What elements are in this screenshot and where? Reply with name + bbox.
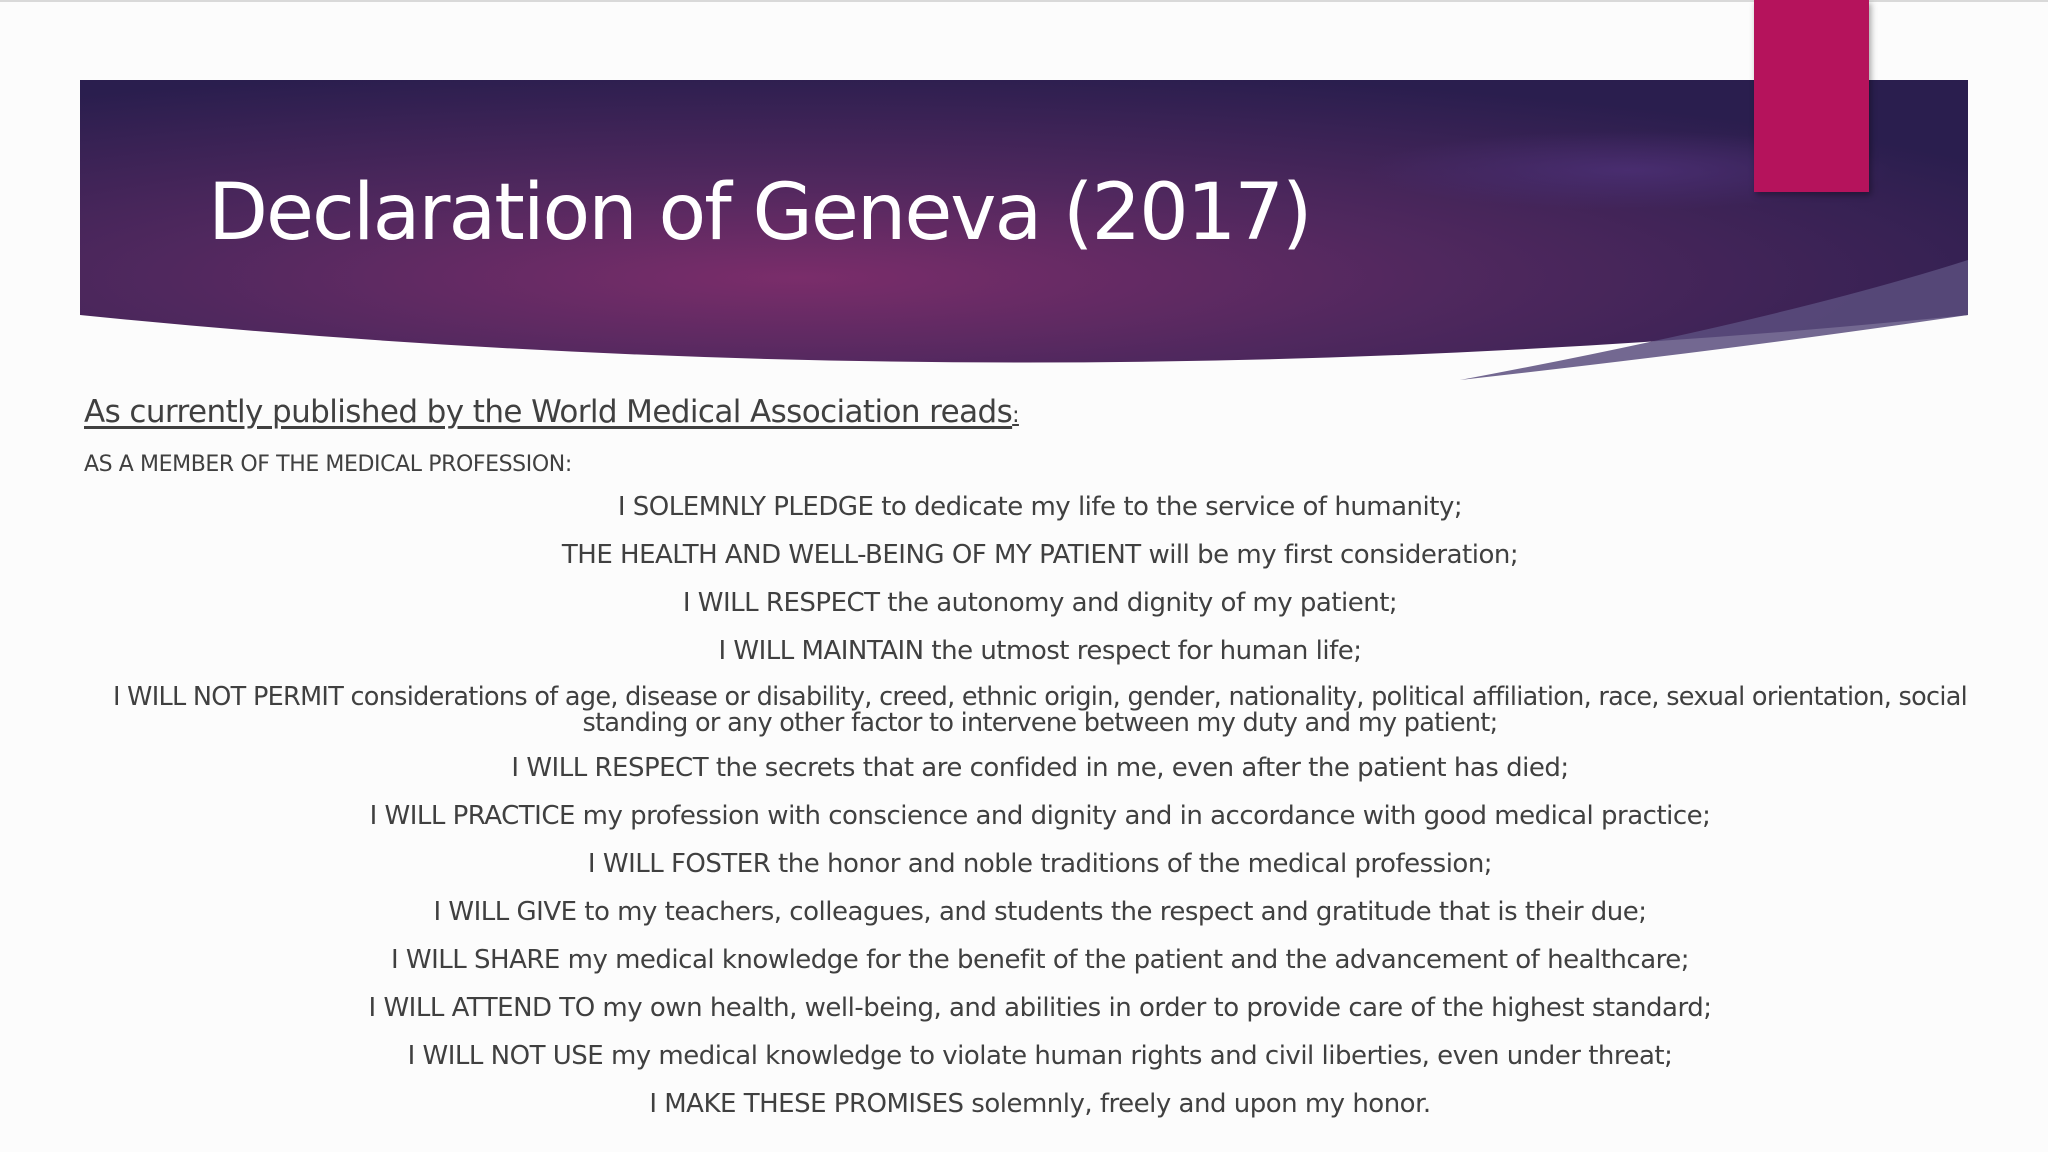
pledge-item: I WILL NOT PERMIT considerations of age, disease or disability, creed, ethnic origin, gender, nationality, political affiliation, race, sexual orientation, social standing or any other factor to intervene between my duty and my patient; <box>112 682 1968 738</box>
subtitle-text: As currently published by the World Medical Association reads <box>84 394 1013 430</box>
pledge-item: I WILL NOT USE my medical knowledge to violate human rights and civil liberties, even under threat; <box>407 1041 1673 1071</box>
subtitle-colon: : <box>1012 403 1019 428</box>
pledge-item: I WILL MAINTAIN the utmost respect for human life; <box>718 636 1362 666</box>
pledge-item: I WILL PRACTICE my profession with conscience and dignity and in accordance with good medical practice; <box>369 801 1711 831</box>
pledge-item: I WILL GIVE to my teachers, colleagues, and students the respect and gratitude that is their due; <box>433 897 1647 927</box>
pledge-item: I WILL RESPECT the secrets that are confided in me, even after the patient has died; <box>511 753 1569 783</box>
accent-bar <box>1754 0 1869 192</box>
pledge-list <box>84 492 1996 1137</box>
pledge-item: I WILL SHARE my medical knowledge for the benefit of the patient and the advancement of healthcare; <box>390 945 1690 975</box>
subtitle <box>84 394 1019 430</box>
top-border-line <box>0 0 2048 2</box>
pledge-item: I MAKE THESE PROMISES solemnly, freely and upon my honor. <box>649 1089 1431 1119</box>
slide-title: Declaration of Geneva (2017) <box>208 168 1311 258</box>
pledge-item: I WILL FOSTER the honor and noble traditions of the medical profession; <box>587 849 1493 879</box>
pledge-item: THE HEALTH AND WELL-BEING OF MY PATIENT will be my first consideration; <box>561 540 1519 570</box>
pledge-item: I WILL RESPECT the autonomy and dignity of my patient; <box>682 588 1398 618</box>
pledge-item: I WILL ATTEND TO my own health, well-being, and abilities in order to provide care of the highest standard; <box>368 993 1712 1023</box>
intro-line: AS A MEMBER OF THE MEDICAL PROFESSION: <box>84 452 572 477</box>
pledge-item: I SOLEMNLY PLEDGE to dedicate my life to the service of humanity; <box>617 492 1463 522</box>
